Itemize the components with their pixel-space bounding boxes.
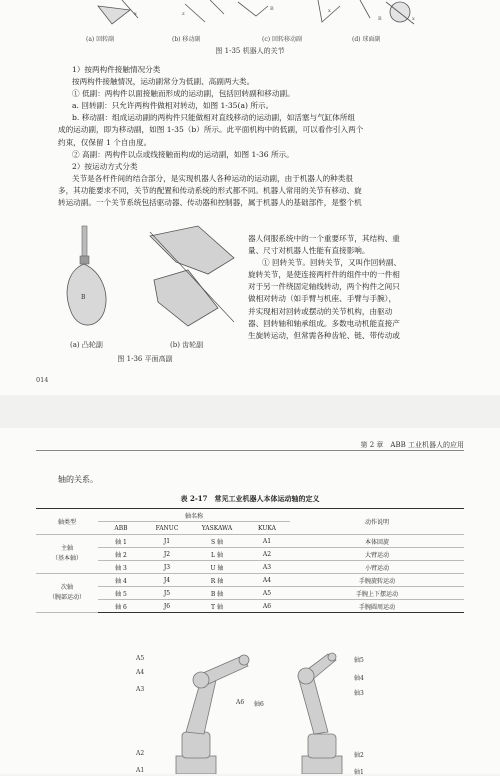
label-axis3: 轴3: [354, 690, 364, 697]
paragraph-line: 做相对转动（如手臂与机座、手臂与手腕），: [248, 294, 397, 304]
paragraph-line: ② 高副：两构件以点或线接触而构成的运动副，如图 1-36 所示。: [72, 149, 294, 159]
table-row: [36, 587, 464, 600]
table-title: 表 2-17 常见工业机器人本体运动轴的定义: [180, 494, 320, 503]
header-brand: ABB: [98, 522, 144, 535]
cell: A1: [244, 535, 290, 548]
cell: 轴 3: [98, 561, 144, 574]
table-row: [36, 561, 464, 574]
header-rule: [36, 450, 464, 451]
label-a1: A1: [136, 767, 145, 774]
header-axis-type: 轴类型: [36, 509, 98, 535]
cam-label: B: [81, 294, 86, 301]
intro-text: 轴的关系。: [58, 475, 98, 484]
cell: S 轴: [190, 535, 244, 548]
paragraph-line: 多，其功能要求不同，关节的配置和传动系统的形式都不同。机器人常用的关节有移动、旋: [58, 185, 362, 195]
cell: T 轴: [190, 600, 244, 613]
joint-diagrams-figure: [60, 0, 460, 30]
label-axis6: 轴6: [254, 701, 264, 708]
sublabel-c: (c) 回转移动副: [262, 36, 302, 43]
table-row: [36, 574, 464, 587]
sublabel-a: (a) 回转副: [86, 36, 115, 43]
cell: J3: [144, 561, 190, 574]
chapter-header: 第 2 章 ABB 工业机器人的应用: [360, 441, 464, 449]
paragraph-line: 旋转关节，是使连接两杆件的组件中的一件相: [248, 270, 400, 280]
cell: 手腕上下摆运动: [290, 587, 464, 600]
cell: 轴 1: [98, 535, 144, 548]
label-a5: A5: [136, 655, 145, 662]
cell: J6: [144, 600, 190, 613]
body-text-wide: [58, 64, 450, 209]
paragraph-line: b. 移动副：组成运动副的两构件只能做相对直线移动的运动副，如活塞与气缸体所组: [72, 113, 356, 123]
robot-image-left: [146, 646, 256, 774]
robot-image-right: [268, 646, 368, 774]
table-row: [36, 548, 464, 561]
header-brand: FANUC: [144, 522, 190, 535]
header-action: 动作说明: [290, 509, 464, 535]
paragraph-line: 并实现相对回转或摆动的关节机构，由驱动: [248, 306, 393, 316]
svg-text:x: x: [134, 11, 137, 17]
label-a6: A6: [236, 699, 245, 706]
paragraph-line: 对于另一件绕固定轴线转动，两个构件之间只: [248, 282, 400, 292]
header-brand: KUKA: [244, 522, 290, 535]
cell: A4: [244, 574, 290, 587]
table-row: [36, 600, 464, 613]
cell: 手腕旋转运动: [290, 574, 464, 587]
svg-text:B: B: [378, 16, 382, 22]
header-brand: YASKAWA: [190, 522, 244, 535]
cell: U 轴: [190, 561, 244, 574]
fig36-sub-a: (a) 凸轮副: [70, 341, 103, 349]
label-a2: A2: [136, 750, 145, 757]
paragraph-line: 2）按运动方式分类: [72, 161, 138, 171]
cell: 轴 4: [98, 574, 144, 587]
cell: 轴 2: [98, 548, 144, 561]
cell: R 轴: [190, 574, 244, 587]
label-axis4: 轴4: [354, 675, 364, 682]
paragraph-line: 器人伺服系统中的一个重要环节，其结构、重: [248, 234, 400, 243]
book-page-lower: [0, 428, 500, 774]
sublabel-b: (b) 移动副: [172, 36, 201, 43]
label-axis1: 轴1: [354, 769, 364, 776]
body-text-narrow: [248, 233, 448, 342]
svg-text:z: z: [182, 11, 185, 17]
cell: J4: [144, 574, 190, 587]
paragraph-line: a. 回转副：只允许两构件做相对转动，如图 1-35(a) 所示。: [72, 101, 274, 111]
svg-text:x: x: [412, 16, 415, 22]
label-a3: A3: [136, 686, 145, 693]
paragraph-line: ① 回转关节。回转关节，又叫作回转副、: [262, 258, 402, 268]
paragraph-line: 按两构件接触情况，运动副常分为低副、高副两大类。: [72, 77, 255, 87]
page-number: 014: [36, 376, 49, 384]
cell: A5: [244, 587, 290, 600]
cell: A2: [244, 548, 290, 561]
page-gap: [0, 395, 500, 428]
paragraph-line: 转运动副。一个关节系统包括驱动器、传动器和控制器，属于机器人的基础部件，是整个机: [58, 198, 362, 208]
label-axis2: 轴2: [354, 752, 364, 759]
figure-1-35-caption: 图 1-35 机器人的关节: [215, 47, 285, 55]
cell: 大臂运动: [290, 548, 464, 561]
paragraph-line: 约束，仅保留 1 个自由度。: [58, 137, 152, 147]
cell: A3: [244, 561, 290, 574]
paragraph-line: ① 低副：两构件以面接触而形成的运动副，包括回转副和移动副。: [72, 89, 295, 99]
cell: 轴 6: [98, 600, 144, 613]
sublabel-d: (d) 球面副: [352, 36, 381, 43]
figure-1-36-drawing: [58, 222, 238, 340]
paragraph-line: 成的运动副，即为移动副，如图 1-35（b）所示。此平面机构中的低副，可以看作引入两个: [58, 125, 364, 135]
svg-text:x: x: [328, 8, 331, 14]
paragraph-line: 器、回转轴和轴承组成。多数电动机能直接产: [248, 318, 400, 328]
paragraph-line: 1）按两构件接触情况分类: [72, 65, 161, 74]
fig36-sub-b: (b) 齿轮副: [170, 341, 204, 349]
cell: 本体回旋: [290, 535, 464, 548]
cell: L 轴: [190, 548, 244, 561]
cell: J5: [144, 587, 190, 600]
axis-definition-table: [36, 508, 464, 613]
label-a4: A4: [136, 669, 145, 676]
cell: A6: [244, 600, 290, 613]
cell: 手腕圆周运动: [290, 600, 464, 613]
svg-text:B: B: [270, 6, 274, 12]
group-wrist-axis: 次轴 （腕部运动）: [36, 574, 98, 613]
paragraph-line: 关节是各杆件间的结合部分，是实现机器人各种运动的运动副，由于机器人的种类很: [72, 173, 353, 183]
paragraph-line: 量、尺寸对机器人性能有直接影响。: [248, 246, 370, 256]
header-axis-name: 轴名称: [98, 509, 290, 522]
paragraph-line: 生旋转运动，但常需各种齿轮、链、带传动或: [248, 330, 400, 340]
table-row: [36, 535, 464, 548]
cell: 小臂运动: [290, 561, 464, 574]
cell: B 轴: [190, 587, 244, 600]
group-main-axis: 主轴 （基本轴）: [36, 535, 98, 574]
cell: J2: [144, 548, 190, 561]
cell: J1: [144, 535, 190, 548]
figure-1-36-caption: 图 1-36 平面高副: [117, 355, 173, 363]
cell: 轴 5: [98, 587, 144, 600]
label-axis5: 轴5: [354, 657, 364, 664]
